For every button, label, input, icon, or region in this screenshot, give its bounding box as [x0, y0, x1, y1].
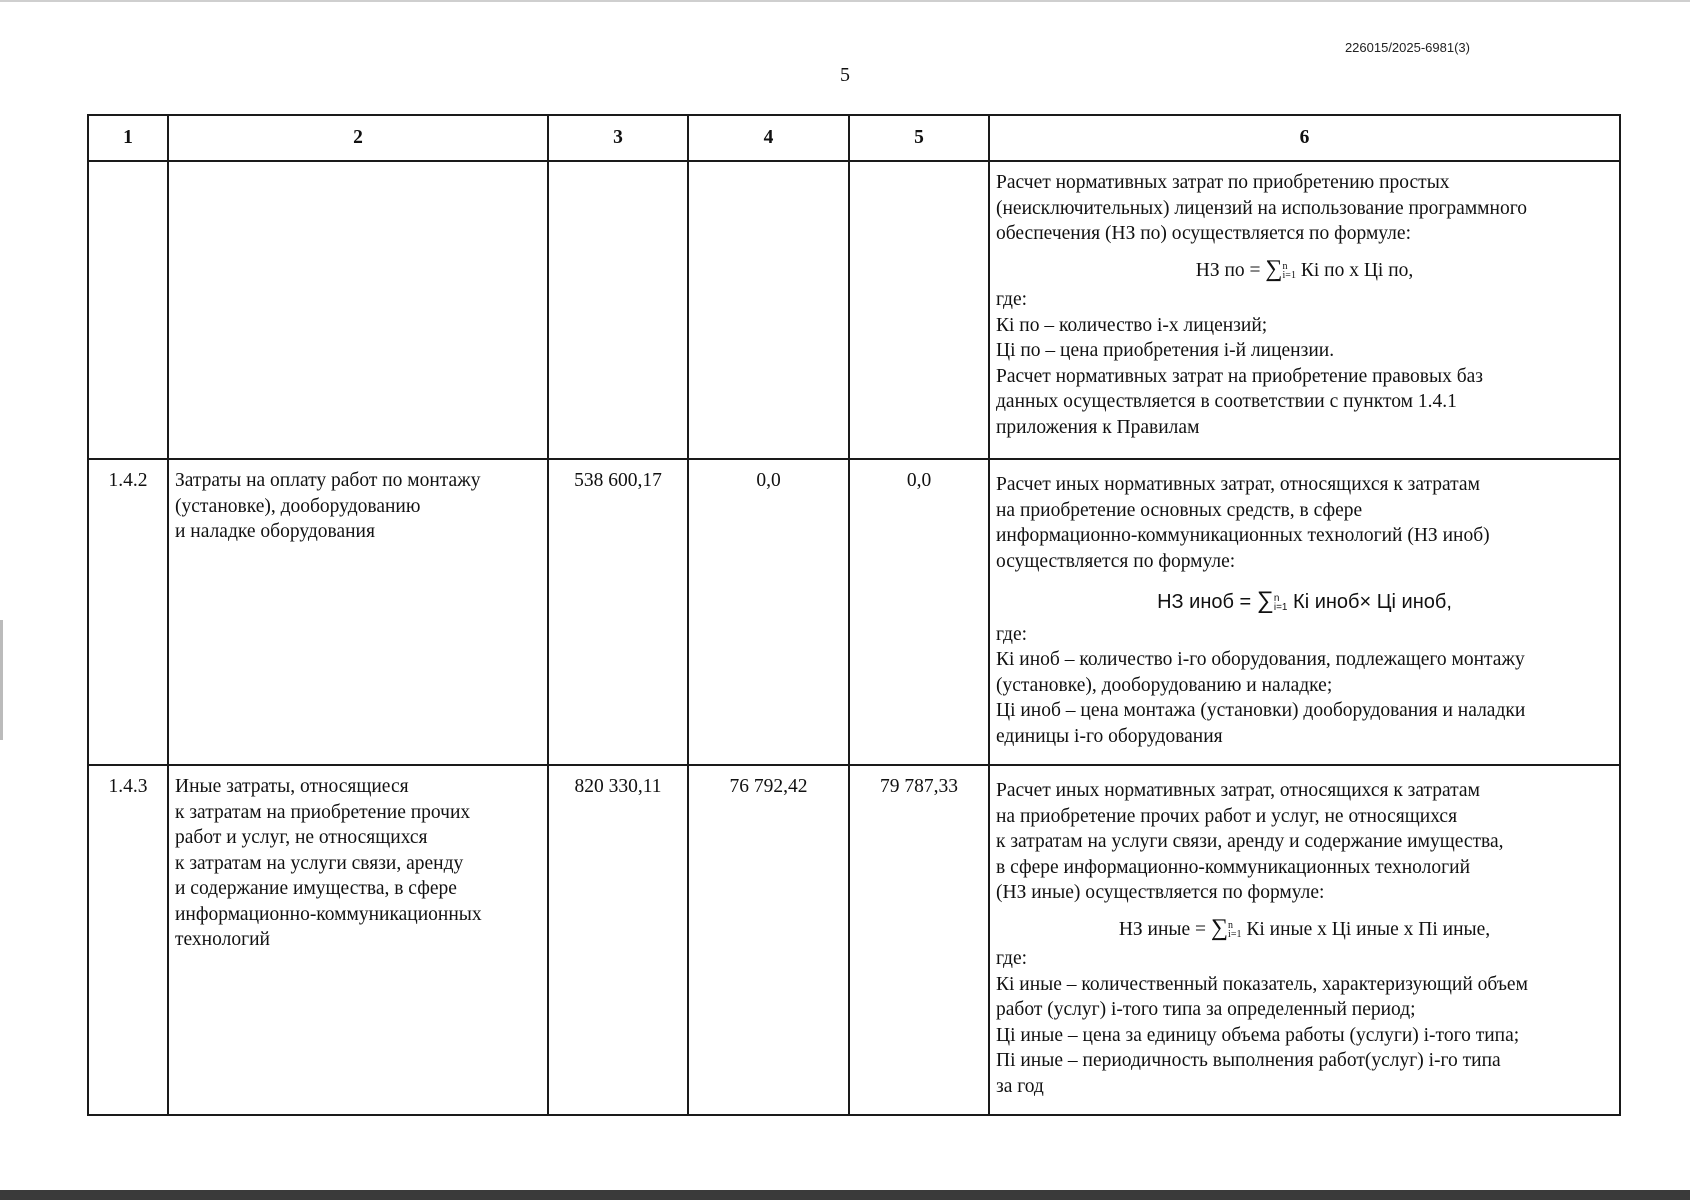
formula-rhs: Кi по х Цi по,	[1295, 259, 1414, 281]
description-line: (неисключительных) лицензий на использование программного	[996, 197, 1527, 219]
formula	[996, 588, 1613, 616]
sum-upper-limit: n	[1273, 592, 1280, 604]
value-col5-cell: 0,0	[849, 459, 989, 765]
sum-lower-limit: i=1	[1228, 929, 1242, 941]
value-col4-cell: 76 792,42	[688, 765, 849, 1115]
description-line: на приобретение основных средств, в сфере	[996, 499, 1363, 521]
column-header-5: 5	[849, 115, 989, 161]
expense-name-line: к затратам на услуги связи, аренду	[175, 852, 464, 874]
column-number-row	[88, 115, 1620, 161]
value-col3-cell: 538 600,17	[548, 459, 688, 765]
formula	[996, 257, 1613, 284]
formula-lhs: НЗ иные =	[1118, 918, 1211, 940]
summation-sign: ∑	[1210, 914, 1229, 941]
description-line: где:	[996, 289, 1028, 310]
sum-upper-limit: n	[1228, 920, 1234, 932]
scan-border-bottom	[0, 1190, 1690, 1200]
description-line: Расчет иных нормативных затрат, относящихся к затратам	[996, 780, 1480, 801]
column-header-3: 3	[548, 115, 688, 161]
expense-table	[87, 114, 1621, 1116]
value-col4-cell: 0,0	[688, 459, 849, 765]
description-line: где:	[996, 623, 1028, 645]
description-line: на приобретение прочих работ и услуг, не относящихся	[996, 805, 1458, 827]
description-line: обеспечения (НЗ по) осуществляется по формуле:	[996, 223, 1411, 244]
value-col3-cell	[548, 161, 688, 459]
description-line: Пi иные – периодичность выполнения работ(услуг) i-го типа	[996, 1050, 1501, 1071]
expense-name-cell	[168, 765, 548, 1115]
description-line: информационно-коммуникационных технологий (НЗ иноб)	[996, 525, 1490, 546]
page-number: 5	[840, 64, 850, 86]
description-line: Цi иноб – цена монтажа (установки) дооборудования и наладки	[996, 700, 1526, 721]
row-number-cell	[88, 161, 168, 459]
row-number-cell: 1.4.3	[88, 765, 168, 1115]
scan-border-top	[0, 0, 1690, 2]
description-line: Кi иноб – количество i-го оборудования, подлежащего монтажу	[996, 649, 1525, 670]
value-col3-cell: 820 330,11	[548, 765, 688, 1115]
description-line: работ (услуг) i-того типа за определенный период;	[996, 999, 1416, 1020]
description-line: (установке), дооборудованию и наладке;	[996, 674, 1333, 696]
scan-border-left	[0, 620, 3, 740]
table-row	[88, 459, 1620, 765]
expense-name-line: Затраты на оплату работ по монтажу	[175, 470, 481, 491]
description-line: Цi иные – цена за единицу объема работы (услуги) i-того типа;	[996, 1024, 1520, 1046]
description-line: Расчет нормативных затрат по приобретению простых	[996, 172, 1450, 193]
expense-name-line: и наладке оборудования	[175, 521, 375, 542]
summation-sign: ∑	[1256, 587, 1274, 614]
value-col5-cell: 79 787,33	[849, 765, 989, 1115]
table-row	[88, 161, 1620, 459]
calculation-description-cell	[989, 459, 1620, 765]
expense-name-line: (установке), дооборудованию	[175, 495, 421, 517]
sum-upper-limit: n	[1282, 261, 1288, 273]
column-header-2: 2	[168, 115, 548, 161]
description-line: единицы i-го оборудования	[996, 725, 1223, 747]
description-line: приложения к Правилам	[996, 416, 1200, 438]
sum-lower-limit: i=1	[1273, 601, 1288, 613]
document-number: 226015/2025-6981(3)	[1344, 40, 1470, 55]
description-line: осуществляется по формуле:	[996, 550, 1236, 572]
expense-name-line: к затратам на приобретение прочих	[175, 801, 471, 823]
description-line: Кi иные – количественный показатель, характеризующий объем	[996, 973, 1528, 995]
expense-name-line: информационно-коммуникационных	[175, 903, 482, 925]
formula-rhs: Кi иные х Цi иные х Пi иные,	[1241, 918, 1491, 940]
description-line: к затратам на услуги связи, аренду и содержание имущества,	[996, 831, 1504, 852]
column-header-4: 4	[688, 115, 849, 161]
description-line: Расчет нормативных затрат на приобретение правовых баз	[996, 365, 1483, 387]
formula-lhs: НЗ по =	[1195, 259, 1266, 281]
description-line: данных осуществляется в соответствии с пунктом 1.4.1	[996, 391, 1457, 412]
description-line: в сфере информационно-коммуникационных технологий	[996, 856, 1471, 878]
description-line: Расчет иных нормативных затрат, относящихся к затратам	[996, 474, 1480, 495]
row-number-cell: 1.4.2	[88, 459, 168, 765]
column-header-1: 1	[88, 115, 168, 161]
description-line: Кi по – количество i-х лицензий;	[996, 314, 1268, 336]
expense-name-line: технологий	[175, 929, 270, 950]
expense-name-line: работ и услуг, не относящихся	[175, 827, 428, 848]
calculation-description-cell	[989, 161, 1620, 459]
description-line: за год	[996, 1075, 1044, 1097]
expense-name-line: и содержание имущества, в сфере	[175, 878, 457, 899]
formula	[996, 916, 1613, 943]
summation-sign: ∑	[1265, 255, 1283, 282]
description-line: где:	[996, 948, 1028, 969]
value-col4-cell	[688, 161, 849, 459]
expense-name-cell	[168, 161, 548, 459]
sum-lower-limit: i=1	[1282, 270, 1296, 282]
expense-name-line: Иные затраты, относящиеся	[175, 776, 409, 797]
description-line: (НЗ иные) осуществляется по формуле:	[996, 882, 1325, 903]
description-line: Цi по – цена приобретения i-й лицензии.	[996, 340, 1335, 361]
calculation-description-cell	[989, 765, 1620, 1115]
formula-lhs: НЗ иноб =	[1157, 591, 1257, 613]
expense-name-cell	[168, 459, 548, 765]
table-row	[88, 765, 1620, 1115]
value-col5-cell	[849, 161, 989, 459]
formula-rhs: Кi иноб× Цi иноб,	[1287, 591, 1452, 613]
column-header-6: 6	[989, 115, 1620, 161]
